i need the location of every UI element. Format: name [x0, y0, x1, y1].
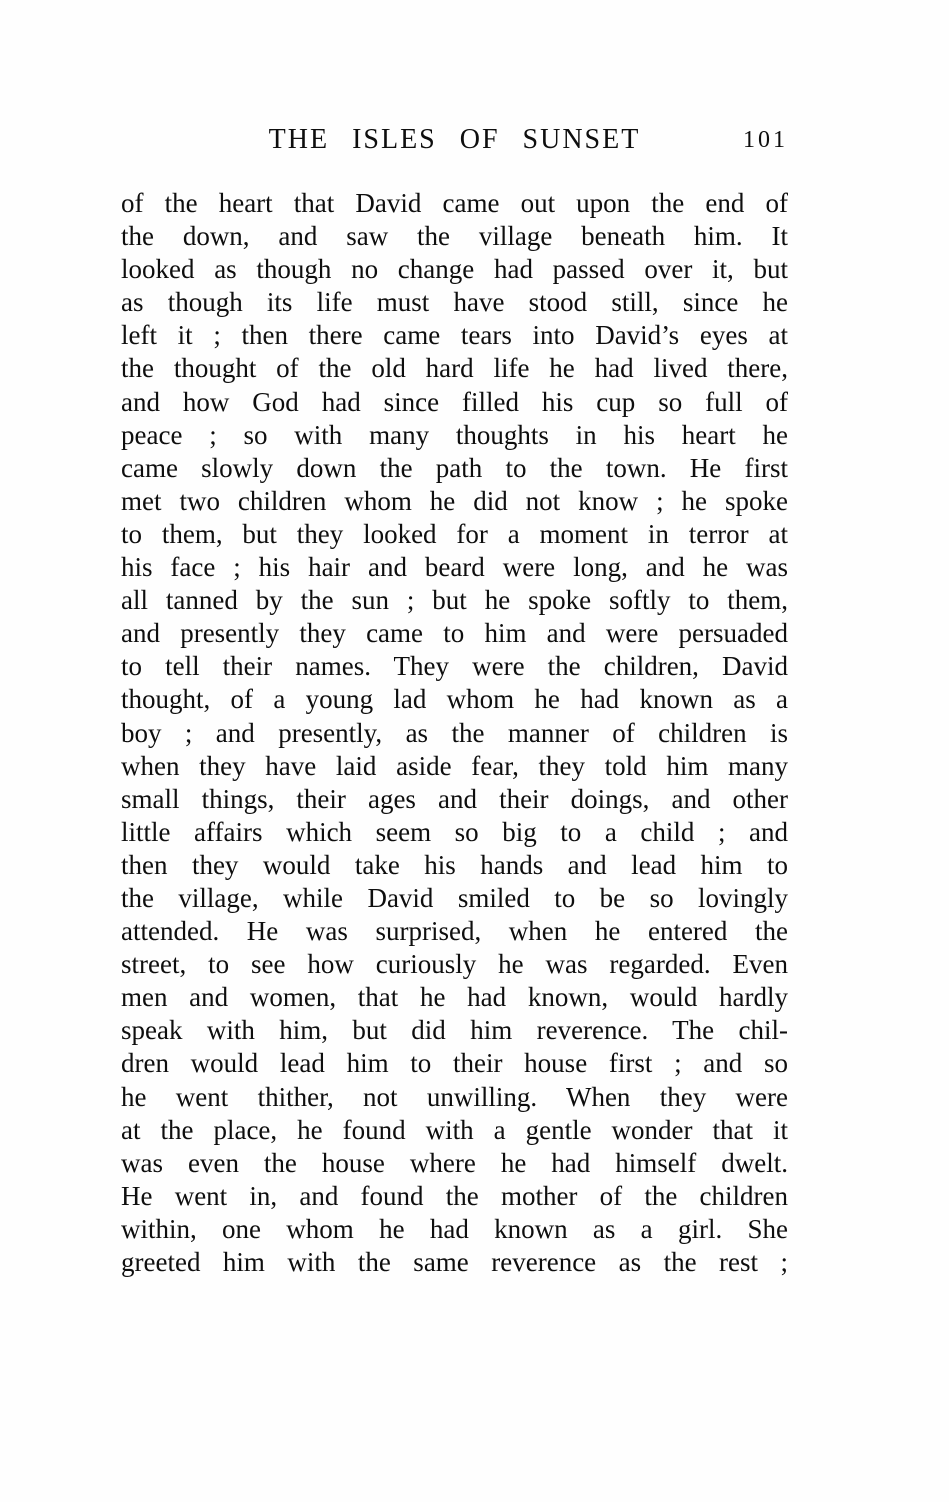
- text-line: He went in, and found the mother of the children: [121, 1180, 788, 1211]
- text-line: small things, their ages and their doings, and other: [121, 783, 788, 814]
- text-line: peace ; so with many thoughts in his heart he: [121, 419, 788, 450]
- text-line: and presently they came to him and were persuaded: [121, 618, 788, 649]
- text-line: he went thither, not unwilling. When they were: [121, 1081, 788, 1112]
- text-line: then they would take his hands and lead him to: [121, 849, 788, 880]
- text-line: greeted him with the same reverence as the rest ;: [121, 1247, 788, 1277]
- text-line: little affairs which seem so big to a child ; and: [121, 816, 788, 847]
- text-line: to tell their names. They were the children, David: [121, 651, 788, 682]
- text-line: left it ; then there came tears into David’s eyes at: [121, 320, 788, 351]
- text-line: men and women, that he had known, would hardly: [121, 982, 788, 1013]
- text-line: his face ; his hair and beard were long, and he was: [121, 552, 788, 583]
- text-line: boy ; and presently, as the manner of children is: [121, 717, 788, 748]
- text-line: attended. He was surprised, when he entered the: [121, 916, 788, 947]
- text-line: speak with him, but did him reverence. The chil-: [121, 1015, 788, 1046]
- text-line: when they have laid aside fear, they told him many: [121, 750, 788, 781]
- text-line: the down, and saw the village beneath him. It: [121, 221, 788, 252]
- text-line: was even the house where he had himself dwelt.: [121, 1147, 788, 1178]
- body-text: [121, 187, 788, 1279]
- text-line: as though its life must have stood still, since he: [121, 287, 788, 318]
- text-line: to them, but they looked for a moment in terror at: [121, 518, 788, 549]
- text-line: dren would lead him to their house first ; and so: [121, 1048, 788, 1079]
- text-line: came slowly down the path to the town. He first: [121, 452, 788, 483]
- text-line: within, one whom he had known as a girl. She: [121, 1213, 788, 1244]
- text-line: and how God had since filled his cup so full of: [121, 386, 788, 417]
- text-line: all tanned by the sun ; but he spoke softly to them,: [121, 585, 788, 616]
- text-line: of the heart that David came out upon the end of: [121, 188, 788, 218]
- text-line: thought, of a young lad whom he had known as a: [121, 684, 788, 715]
- running-header: [121, 124, 788, 162]
- text-line: the thought of the old hard life he had lived there,: [121, 353, 788, 384]
- text-line: at the place, he found with a gentle wonder that it: [121, 1114, 788, 1145]
- text-line: the village, while David smiled to be so lovingly: [121, 882, 788, 913]
- text-line: looked as though no change had passed over it, but: [121, 254, 788, 285]
- text-line: street, to see how curiously he was regarded. Even: [121, 949, 788, 980]
- text-line: met two children whom he did not know ; he spoke: [121, 485, 788, 516]
- page-number: 101: [743, 127, 788, 153]
- running-header-title: THE ISLES OF SUNSET: [268, 124, 641, 155]
